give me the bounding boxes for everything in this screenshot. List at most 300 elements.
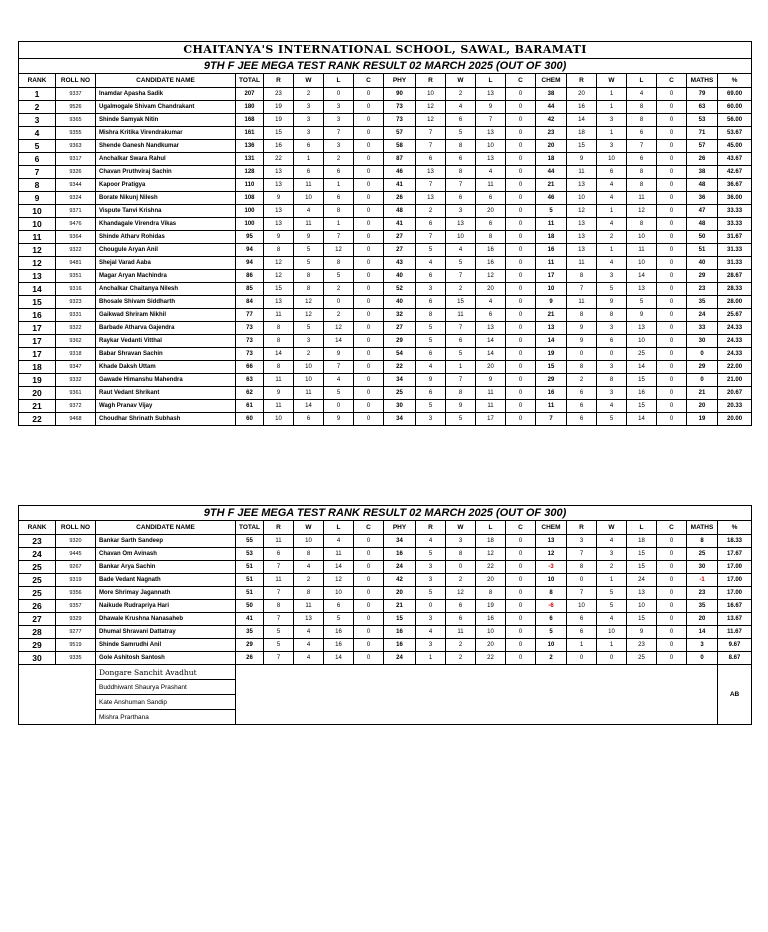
score-cell: 26: [236, 652, 264, 665]
score-cell: 29: [536, 374, 567, 387]
rank-cell: 19: [19, 374, 56, 387]
score-cell: 4: [294, 639, 324, 652]
candidate-name-cell: Dhawale Krushna Nanasaheb: [96, 613, 236, 626]
score-cell: 14: [567, 114, 597, 127]
score-cell: 8: [597, 309, 627, 322]
score-cell: 0: [657, 361, 687, 374]
score-cell: 0: [324, 88, 354, 101]
score-cell: 0: [354, 296, 384, 309]
score-cell: 0: [657, 244, 687, 257]
table-row: [19, 153, 752, 166]
score-cell: 20: [536, 140, 567, 153]
score-cell: 40: [384, 270, 416, 283]
score-cell: 24.33: [718, 322, 752, 335]
score-cell: 13: [567, 231, 597, 244]
score-cell: 0: [657, 114, 687, 127]
score-cell: 8: [567, 561, 597, 574]
score-cell: 1: [597, 639, 627, 652]
score-cell: 7: [416, 179, 446, 192]
score-cell: 0: [657, 639, 687, 652]
score-cell: 14: [294, 400, 324, 413]
score-cell: 41: [236, 613, 264, 626]
candidate-name-cell: Chavan Pruthviraj Sachin: [96, 166, 236, 179]
score-cell: 8: [324, 257, 354, 270]
candidate-name-cell: Mishra Kritika Virendrakumar: [96, 127, 236, 140]
roll-no-cell: 9372: [56, 400, 96, 413]
score-cell: 6: [597, 166, 627, 179]
score-cell: 28.00: [718, 296, 752, 309]
score-cell: 1: [324, 179, 354, 192]
score-cell: 35: [687, 600, 718, 613]
score-cell: 0: [506, 335, 536, 348]
score-cell: 0: [657, 283, 687, 296]
score-cell: 12: [264, 257, 294, 270]
score-cell: 0: [657, 600, 687, 613]
score-cell: 13: [627, 283, 657, 296]
roll-no-cell: 9335: [56, 652, 96, 665]
score-cell: 4: [324, 374, 354, 387]
score-cell: 16: [264, 140, 294, 153]
score-cell: 8: [627, 218, 657, 231]
score-cell: 20: [476, 283, 506, 296]
score-cell: 0: [354, 322, 384, 335]
score-cell: 0: [506, 387, 536, 400]
score-cell: 4: [416, 257, 446, 270]
score-cell: 8: [264, 335, 294, 348]
score-cell: 3: [294, 127, 324, 140]
score-cell: 12: [324, 574, 354, 587]
roll-no-cell: 9364: [56, 231, 96, 244]
score-cell: 11: [446, 626, 476, 639]
score-cell: 8: [476, 231, 506, 244]
score-cell: 0: [354, 88, 384, 101]
score-cell: 38: [687, 166, 718, 179]
score-cell: 9: [536, 296, 567, 309]
score-cell: 0: [657, 548, 687, 561]
score-cell: 25: [687, 548, 718, 561]
column-header: TOTAL: [236, 521, 264, 535]
score-cell: 0: [416, 600, 446, 613]
score-cell: 11: [627, 244, 657, 257]
score-cell: 29: [687, 361, 718, 374]
score-cell: 10: [567, 600, 597, 613]
score-cell: 7: [446, 179, 476, 192]
table-row: [19, 244, 752, 257]
score-cell: 23: [687, 283, 718, 296]
candidate-name-cell: Choudhar Shrinath Subhash: [96, 413, 236, 426]
score-cell: 11: [476, 179, 506, 192]
score-cell: 0: [657, 535, 687, 548]
score-cell: 5: [264, 626, 294, 639]
score-cell: 50: [236, 600, 264, 613]
score-cell: 0: [354, 348, 384, 361]
score-cell: 10: [476, 140, 506, 153]
score-cell: 24.33: [718, 335, 752, 348]
score-cell: 8: [687, 535, 718, 548]
score-cell: 12: [294, 296, 324, 309]
score-cell: 8: [446, 140, 476, 153]
score-cell: 0: [354, 561, 384, 574]
table-row: [19, 192, 752, 205]
roll-no-cell: 9337: [56, 88, 96, 101]
score-cell: 0: [567, 652, 597, 665]
score-cell: 15: [264, 283, 294, 296]
score-cell: 19: [264, 101, 294, 114]
table-row: [19, 413, 752, 426]
score-cell: 4: [294, 652, 324, 665]
score-cell: 23: [536, 127, 567, 140]
column-header: TOTAL: [236, 74, 264, 88]
column-header: %: [718, 521, 752, 535]
table-row: [19, 361, 752, 374]
score-cell: 5: [294, 257, 324, 270]
score-cell: 0: [506, 205, 536, 218]
score-cell: 2: [597, 231, 627, 244]
score-cell: 11: [294, 600, 324, 613]
score-cell: 16: [324, 626, 354, 639]
score-cell: 0: [506, 179, 536, 192]
roll-no-cell: 9344: [56, 179, 96, 192]
score-cell: 48: [384, 205, 416, 218]
score-cell: 6: [324, 600, 354, 613]
rank-cell: 17: [19, 322, 56, 335]
score-cell: 42.67: [718, 166, 752, 179]
table-row: [19, 270, 752, 283]
score-cell: 36.67: [718, 179, 752, 192]
score-cell: 3: [597, 361, 627, 374]
candidate-name-cell: Naikude Rudrapriya Hari: [96, 600, 236, 613]
rank-cell: 25: [19, 587, 56, 600]
candidate-name-cell: Ugalmogale Shivam Chandrakant: [96, 101, 236, 114]
rank-cell: 10: [19, 218, 56, 231]
score-cell: 0: [354, 361, 384, 374]
score-cell: 9: [627, 626, 657, 639]
score-cell: 31.67: [718, 231, 752, 244]
score-cell: 13: [476, 88, 506, 101]
score-cell: 1: [294, 153, 324, 166]
candidate-name-cell: Anchalkar Swara Rahul: [96, 153, 236, 166]
score-cell: 63: [687, 101, 718, 114]
score-cell: 12: [324, 244, 354, 257]
score-cell: 11: [264, 574, 294, 587]
score-cell: 3: [567, 535, 597, 548]
absent-candidate-name: Buddhiwant Shaurya Prashant: [96, 680, 236, 695]
table-row: [19, 600, 752, 613]
score-cell: 207: [236, 88, 264, 101]
column-header: R: [416, 74, 446, 88]
rank-cell: 5: [19, 140, 56, 153]
score-cell: 10: [446, 231, 476, 244]
score-cell: 7: [567, 548, 597, 561]
score-cell: 13: [476, 127, 506, 140]
score-cell: 12: [567, 205, 597, 218]
roll-no-cell: 9319: [56, 574, 96, 587]
candidate-name-cell: Shinde Samrudhi Anil: [96, 639, 236, 652]
score-cell: 11: [627, 192, 657, 205]
score-cell: 24.33: [718, 348, 752, 361]
score-cell: 13: [627, 322, 657, 335]
score-cell: 19: [476, 600, 506, 613]
score-cell: 0: [446, 561, 476, 574]
score-cell: 0: [657, 387, 687, 400]
score-cell: 0: [506, 283, 536, 296]
score-cell: 15: [384, 613, 416, 626]
score-cell: 4: [416, 535, 446, 548]
rank-cell: 30: [19, 652, 56, 665]
score-cell: 4: [476, 296, 506, 309]
column-header: W: [597, 521, 627, 535]
score-cell: 53.67: [718, 127, 752, 140]
score-cell: 45.00: [718, 140, 752, 153]
score-cell: 40: [687, 257, 718, 270]
score-cell: 13: [476, 322, 506, 335]
score-cell: 3: [597, 270, 627, 283]
score-cell: 13.67: [718, 613, 752, 626]
score-cell: 24: [384, 652, 416, 665]
score-cell: 47: [687, 205, 718, 218]
score-cell: 13: [264, 179, 294, 192]
score-cell: 15: [264, 127, 294, 140]
column-header: R: [416, 521, 446, 535]
score-cell: 85: [236, 283, 264, 296]
score-cell: 4: [597, 192, 627, 205]
score-cell: 10: [264, 413, 294, 426]
roll-no-cell: 9267: [56, 561, 96, 574]
score-cell: 12: [324, 322, 354, 335]
column-header: %: [718, 74, 752, 88]
score-cell: 8.67: [718, 652, 752, 665]
score-cell: 8: [567, 309, 597, 322]
score-cell: 161: [236, 127, 264, 140]
score-cell: 8: [416, 309, 446, 322]
score-cell: 11: [446, 309, 476, 322]
score-cell: 13: [416, 166, 446, 179]
score-cell: 13: [567, 218, 597, 231]
score-cell: 0: [354, 179, 384, 192]
table-row: [19, 166, 752, 179]
score-cell: 0: [354, 535, 384, 548]
column-header: W: [446, 521, 476, 535]
score-cell: 12: [536, 548, 567, 561]
score-cell: 13: [416, 192, 446, 205]
score-cell: 0: [354, 231, 384, 244]
score-cell: 40: [384, 296, 416, 309]
score-cell: 9: [476, 374, 506, 387]
score-cell: 3: [294, 114, 324, 127]
rank-cell: 12: [19, 257, 56, 270]
score-cell: 28.33: [718, 283, 752, 296]
score-cell: 0: [354, 400, 384, 413]
score-cell: 0: [506, 153, 536, 166]
candidate-name-cell: Chavan Om Avinash: [96, 548, 236, 561]
score-cell: 41: [384, 179, 416, 192]
score-cell: 0: [657, 322, 687, 335]
candidate-name-cell: Bankar Sarth Sandeep: [96, 535, 236, 548]
score-cell: 73: [236, 335, 264, 348]
score-cell: 10: [294, 361, 324, 374]
score-cell: 17.00: [718, 561, 752, 574]
candidate-name-cell: Gawade Himanshu Mahendra: [96, 374, 236, 387]
score-cell: 63: [236, 374, 264, 387]
score-cell: 86: [236, 270, 264, 283]
score-cell: 19: [536, 348, 567, 361]
score-cell: 29: [384, 335, 416, 348]
score-cell: 16: [476, 244, 506, 257]
score-cell: 14: [324, 652, 354, 665]
score-cell: 16: [384, 639, 416, 652]
score-cell: 6: [416, 153, 446, 166]
score-cell: 8: [294, 587, 324, 600]
score-cell: 131: [236, 153, 264, 166]
score-cell: 4: [597, 613, 627, 626]
table-row: [19, 296, 752, 309]
score-cell: 4: [294, 561, 324, 574]
score-cell: 1: [597, 574, 627, 587]
score-cell: 10: [536, 639, 567, 652]
score-cell: 5: [324, 270, 354, 283]
score-cell: 5: [536, 626, 567, 639]
score-cell: 7: [567, 587, 597, 600]
score-cell: 0: [506, 548, 536, 561]
rank-cell: 1: [19, 88, 56, 101]
rank-cell: 13: [19, 270, 56, 283]
score-cell: 27: [384, 244, 416, 257]
score-cell: 44: [536, 101, 567, 114]
score-cell: 5: [416, 244, 446, 257]
score-cell: 4: [294, 205, 324, 218]
score-cell: 52: [384, 283, 416, 296]
column-header: MATHS: [687, 74, 718, 88]
score-cell: 95: [236, 231, 264, 244]
score-cell: 41: [384, 218, 416, 231]
score-cell: 13: [567, 244, 597, 257]
score-cell: 8: [567, 361, 597, 374]
score-cell: 21: [384, 600, 416, 613]
score-cell: 7: [264, 561, 294, 574]
score-cell: 66: [236, 361, 264, 374]
candidate-name-cell: Shinde Samyak Nitin: [96, 114, 236, 127]
score-cell: 26: [384, 192, 416, 205]
score-cell: 7: [324, 361, 354, 374]
score-cell: 24: [687, 309, 718, 322]
score-cell: 8: [294, 283, 324, 296]
score-cell: 0: [354, 600, 384, 613]
score-cell: 3: [597, 548, 627, 561]
score-cell: 42: [384, 574, 416, 587]
score-cell: 28.67: [718, 270, 752, 283]
table-row: [19, 587, 752, 600]
score-cell: 8: [476, 587, 506, 600]
score-cell: 8: [627, 179, 657, 192]
score-cell: 0: [506, 574, 536, 587]
score-cell: 9: [294, 231, 324, 244]
score-cell: 0: [354, 548, 384, 561]
score-cell: 0: [354, 574, 384, 587]
score-cell: 0: [597, 348, 627, 361]
score-cell: 16: [567, 101, 597, 114]
table-row: [19, 335, 752, 348]
candidate-name-cell: Anchalkar Chaitanya Nilesh: [96, 283, 236, 296]
rank-table-1: [18, 41, 752, 426]
score-cell: 15: [567, 140, 597, 153]
score-cell: 9: [324, 348, 354, 361]
score-cell: 0: [506, 218, 536, 231]
candidate-name-cell: Chougule Aryan Anil: [96, 244, 236, 257]
roll-no-cell: 9323: [56, 296, 96, 309]
score-cell: 0: [657, 257, 687, 270]
column-header: R: [264, 74, 294, 88]
score-cell: 14: [324, 335, 354, 348]
score-cell: 0: [354, 101, 384, 114]
score-cell: 0: [354, 140, 384, 153]
score-cell: 5: [416, 322, 446, 335]
score-cell: 17.00: [718, 574, 752, 587]
score-cell: 0: [657, 587, 687, 600]
score-cell: 6: [567, 613, 597, 626]
score-cell: 9: [567, 153, 597, 166]
score-cell: -3: [536, 561, 567, 574]
score-cell: 15: [627, 400, 657, 413]
score-cell: 87: [384, 153, 416, 166]
score-cell: 11: [294, 387, 324, 400]
score-cell: 73: [384, 101, 416, 114]
column-header: C: [354, 521, 384, 535]
candidate-name-cell: Khade Daksh Uttam: [96, 361, 236, 374]
roll-no-cell: 9316: [56, 283, 96, 296]
score-cell: 9: [627, 309, 657, 322]
score-cell: 0: [657, 296, 687, 309]
column-header: W: [294, 521, 324, 535]
column-header: PHY: [384, 521, 416, 535]
column-header: C: [657, 74, 687, 88]
candidate-name-cell: Bade Vedant Nagnath: [96, 574, 236, 587]
score-cell: 0: [354, 626, 384, 639]
score-cell: 6: [567, 387, 597, 400]
column-header: RANK: [19, 74, 56, 88]
score-cell: 16: [627, 387, 657, 400]
score-cell: 2: [446, 88, 476, 101]
score-cell: 0: [506, 535, 536, 548]
score-cell: 8: [446, 548, 476, 561]
score-cell: 13: [264, 166, 294, 179]
score-cell: 0: [506, 361, 536, 374]
table-row: [19, 231, 752, 244]
candidate-name-cell: Raut Vedant Shrikant: [96, 387, 236, 400]
score-cell: 11: [264, 309, 294, 322]
absent-candidate-name: Kate Anshuman Sandip: [96, 695, 236, 710]
score-cell: 168: [236, 114, 264, 127]
score-cell: 3: [446, 205, 476, 218]
score-cell: 16: [476, 257, 506, 270]
candidate-name-cell: Gaikwad Shriram Nikhil: [96, 309, 236, 322]
score-cell: 1: [446, 361, 476, 374]
score-cell: 17.00: [718, 587, 752, 600]
score-cell: 13: [567, 179, 597, 192]
result-title: 9TH F JEE MEGA TEST RANK RESULT 02 MARCH 2025 (OUT OF 300): [19, 59, 752, 74]
score-cell: 8: [324, 205, 354, 218]
score-cell: 3: [687, 639, 718, 652]
score-cell: 6: [416, 387, 446, 400]
score-cell: 6: [416, 270, 446, 283]
score-cell: 7: [416, 127, 446, 140]
score-cell: 0: [657, 101, 687, 114]
score-cell: 10: [416, 88, 446, 101]
score-cell: 0: [354, 374, 384, 387]
score-cell: 15: [627, 613, 657, 626]
score-cell: 12: [476, 548, 506, 561]
table-row: [19, 548, 752, 561]
score-cell: 73: [236, 348, 264, 361]
